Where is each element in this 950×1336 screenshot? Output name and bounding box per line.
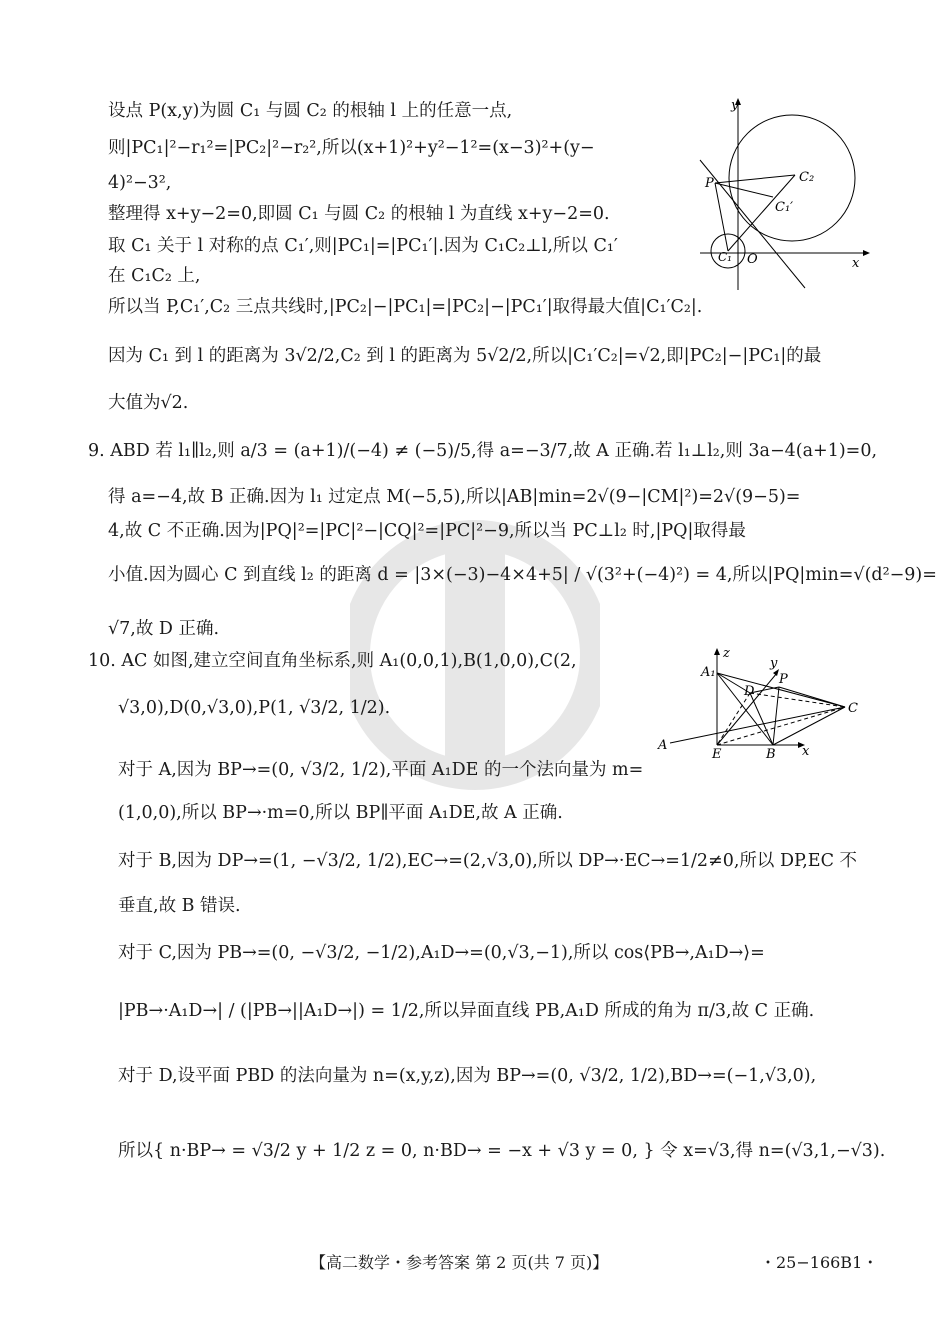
text-line: 4)²−3², — [108, 173, 172, 193]
text-line: 所以{ n·BP→ = √3/2 y + 1/2 z = 0, n·BD→ = −x + √3 y = 0, } 令 x=√3,得 n=(√3,1,−√3). — [118, 1141, 886, 1161]
label-P: P — [705, 176, 714, 191]
label-O: O — [747, 252, 758, 267]
text-line: 对于 B,因为 DP→=(1, −√3/2, 1/2),EC→=(2,√3,0),所以 DP→·EC→=1/2≠0,所以 DP,EC 不 — [118, 851, 858, 871]
label-C1-prime: C₁′ — [775, 200, 794, 215]
text-line: 对于 D,设平面 PBD 的法向量为 n=(x,y,z),因为 BP→=(0, √3/2, 1/2),BD→=(−1,√3,0), — [118, 1066, 817, 1086]
label-C1: C₁ — [718, 250, 732, 264]
page-footer: 【高二数学・参考答案 第 2 页(共 7 页)】 — [310, 1253, 609, 1272]
text-line: 4,故 C 不正确.因为|PQ|²=|PC|²−|CQ|²=|PC|²−9,所以当 PC⊥l₂ 时,|PQ|取得最 — [108, 521, 746, 541]
label-B: B — [766, 747, 776, 762]
text-line: 则|PC₁|²−r₁²=|PC₂|²−r₂²,所以(x+1)²+y²−1²=(x−3)²+(y− — [108, 138, 595, 158]
text-line: |PB→·A₁D→| / (|PB→||A₁D→|) = 1/2,所以异面直线 PB,A₁D 所成的角为 π/3,故 C 正确. — [118, 1001, 815, 1021]
text-line: 整理得 x+y−2=0,即圆 C₁ 与圆 C₂ 的根轴 l 为直线 x+y−2=0. — [108, 204, 610, 224]
circles-figure — [695, 95, 870, 295]
text-line: 得 a=−4,故 B 正确.因为 l₁ 过定点 M(−5,5),所以|AB|min=2√(9−|CM|²)=2√(9−5)= — [108, 487, 801, 507]
text-line: 大值为√2. — [108, 393, 189, 413]
label-C2: C₂ — [799, 170, 815, 185]
text-line: 10. AC 如图,建立空间直角坐标系,则 A₁(0,0,1),B(1,0,0),C(2, — [88, 651, 577, 671]
coordinate-figure — [655, 645, 870, 765]
text-line: 小值.因为圆心 C 到直线 l₂ 的距离 d = |3×(−3)−4×4+5| / √(3²+(−4)²) = 4,所以|PQ|min=√(d²−9)= — [108, 565, 937, 585]
label-C: C — [848, 701, 858, 716]
text-line: 对于 C,因为 PB→=(0, −√3/2, −1/2),A₁D→=(0,√3,−1),所以 cos⟨PB→,A₁D→⟩= — [118, 943, 765, 963]
page-code: ・25−166B1・ — [760, 1253, 879, 1272]
text-line: 对于 A,因为 BP→=(0, √3/2, 1/2),平面 A₁DE 的一个法向量为 m= — [118, 760, 644, 780]
text-line: 因为 C₁ 到 l 的距离为 3√2/2,C₂ 到 l 的距离为 5√2/2,所以|C₁′C₂|=√2,即|PC₂|−|PC₁|的最 — [108, 346, 822, 366]
text-line: 所以当 P,C₁′,C₂ 三点共线时,|PC₂|−|PC₁|=|PC₂|−|PC₁′|取得最大值|C₁′C₂|. — [108, 297, 703, 317]
label-y: y — [731, 98, 739, 113]
label-A: A — [658, 738, 668, 753]
label-z: z — [723, 646, 730, 661]
text-line: 9. ABD 若 l₁∥l₂,则 a/3 = (a+1)/(−4) ≠ (−5)/5,得 a=−3/7,故 A 正确.若 l₁⊥l₂,则 3a−4(a+1)=0, — [88, 441, 878, 461]
text-line: (1,0,0),所以 BP→·m=0,所以 BP∥平面 A₁DE,故 A 正确. — [118, 803, 563, 823]
text-line: 设点 P(x,y)为圆 C₁ 与圆 C₂ 的根轴 l 上的任意一点, — [108, 101, 513, 121]
text-line: √7,故 D 正确. — [108, 619, 220, 639]
label-x: x — [852, 256, 860, 271]
label-x: x — [802, 744, 810, 759]
text-line: √3,0),D(0,√3,0),P(1, √3/2, 1/2). — [118, 698, 391, 718]
text-line: 取 C₁ 关于 l 对称的点 C₁′,则|PC₁|=|PC₁′|.因为 C₁C₂⊥l,所以 C₁′ — [108, 236, 618, 256]
label-A1: A₁ — [701, 665, 716, 680]
label-D: D — [744, 684, 755, 699]
text-line: 在 C₁C₂ 上, — [108, 266, 201, 286]
label-y: y — [770, 656, 778, 671]
label-E: E — [712, 747, 722, 762]
text-line: 垂直,故 B 错误. — [118, 896, 241, 916]
label-P: P — [779, 672, 788, 687]
